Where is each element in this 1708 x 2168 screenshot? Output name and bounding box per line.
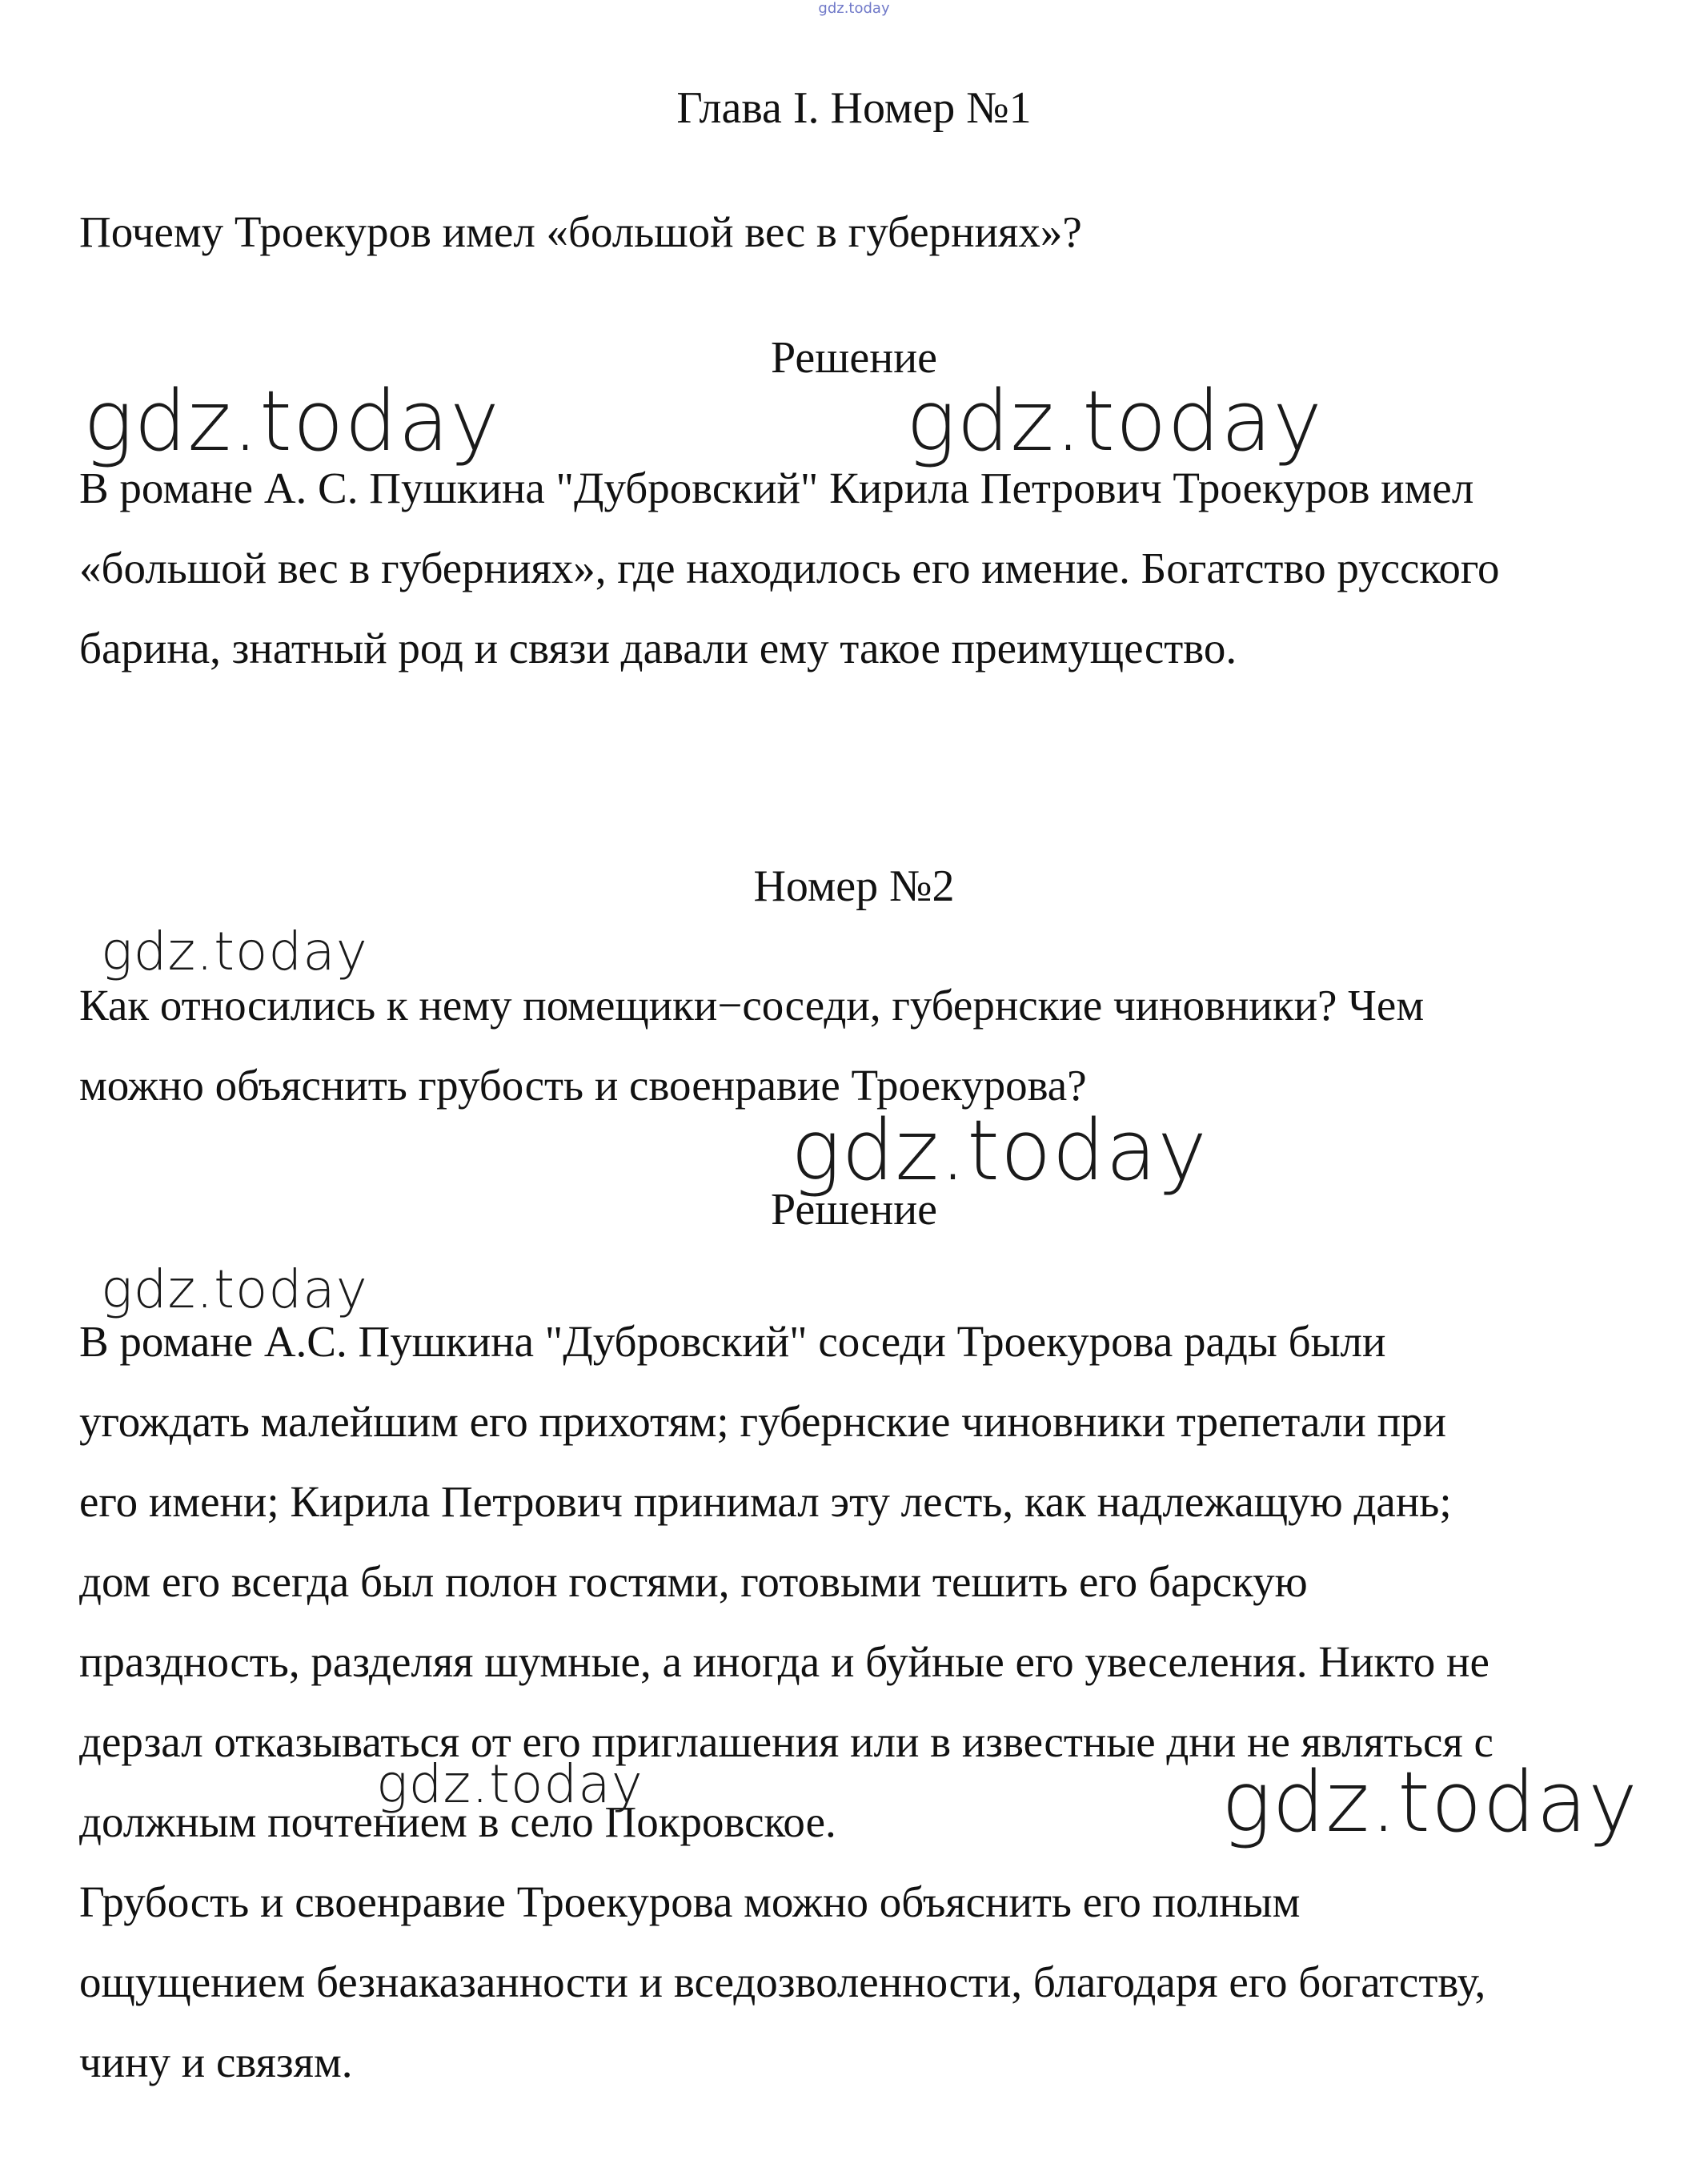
answer-line: его имени; Кирила Петрович принимал эту лесть, как надлежащую дань;: [79, 1477, 1452, 1526]
top-watermark: gdz.today: [818, 0, 890, 17]
answer-line: угождать малейшим его прихотям; губернские чиновники трепетали при: [79, 1397, 1446, 1446]
answer-line: В романе А.С. Пушкина "Дубровский" соседи Троекурова рады были: [79, 1317, 1386, 1366]
section1-answer: [79, 448, 1664, 689]
answer-line: чину и связям.: [79, 2038, 353, 2086]
answer-line: барина, знатный род и связи давали ему такое преимущество.: [79, 624, 1237, 672]
watermark-logo: gdz.today: [791, 1102, 1208, 1199]
watermark-logo: gdz.today: [101, 1259, 368, 1320]
watermark-logo: gdz.today: [101, 921, 368, 982]
answer-line: дом его всегда был полон гостями, готовыми тешить его барскую: [79, 1557, 1308, 1606]
watermark-logo: gdz.today: [1221, 1753, 1638, 1851]
answer-line: ощущением безнаказанности и вседозволенности, благодаря его богатству,: [79, 1957, 1486, 2006]
answer-line: дерзал отказываться от его приглашения или в известные дни не являться с: [79, 1717, 1493, 1766]
section1-question: [79, 192, 1664, 272]
question-line: Почему Троекуров имел «большой вес в губерниях»?: [79, 207, 1082, 256]
answer-line: Грубость и своенравие Троекурова можно объяснить его полным: [79, 1877, 1301, 1926]
question-line: можно объяснить грубость и своенравие Троекурова?: [79, 1061, 1087, 1110]
watermark-logo: gdz.today: [906, 372, 1323, 470]
answer-line: должным почтением в село Покровское.: [79, 1797, 836, 1846]
watermark-logo: gdz.today: [376, 1753, 644, 1815]
section1-solution-label: Решение: [770, 333, 938, 383]
question-line: Как относились к нему помещики−соседи, губернские чиновники? Чем: [79, 981, 1425, 1030]
section2-solution-label: Решение: [770, 1185, 938, 1235]
watermark-logo: gdz.today: [83, 372, 500, 470]
answer-line: В романе А. С. Пушкина "Дубровский" Кирила Петрович Троекуров имел: [79, 464, 1474, 512]
answer-line: праздность, разделяя шумные, а иногда и буйные его увеселения. Никто не: [79, 1637, 1489, 1686]
answer-line: «большой вес в губерниях», где находилось его имение. Богатство русского: [79, 544, 1500, 592]
section1-heading: Глава I. Номер №1: [676, 83, 1032, 133]
section2-heading: Номер №2: [753, 861, 955, 911]
section2-answer: [79, 1302, 1664, 2102]
